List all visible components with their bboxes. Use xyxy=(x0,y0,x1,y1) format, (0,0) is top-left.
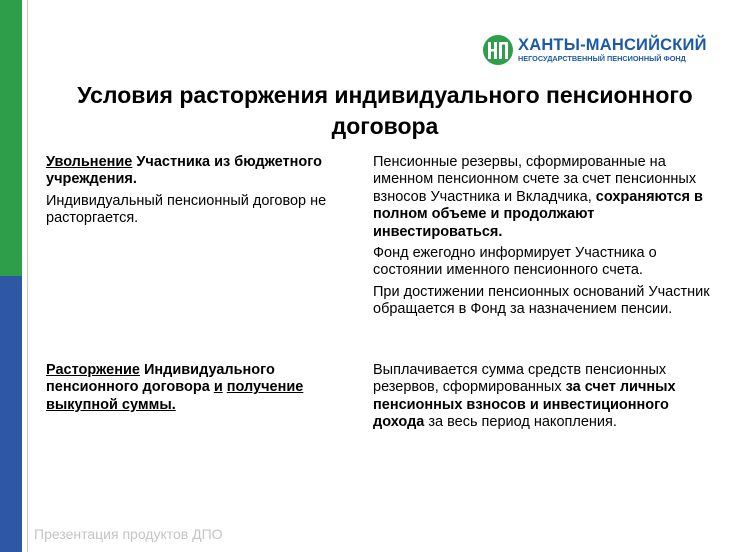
row2-result-p1-bold: за счет личных пенсионных взносов и инвестиционного дохода xyxy=(373,379,676,431)
row2-condition-and: и xyxy=(213,379,223,396)
row1-result-cell xyxy=(373,154,723,323)
row2-condition-cell xyxy=(46,362,364,418)
row1-condition-rest: Участника из бюджетного учреждения. xyxy=(46,154,322,188)
row2-result-p1-plain: Выплачивается сумма средств пенсионных резервов, сформированных xyxy=(373,362,667,396)
row1-result-p1-bold: сохраняются в полном объеме и продолжают инвестироваться. xyxy=(373,188,703,240)
brand-text xyxy=(518,36,707,64)
brand-name: ХАНТЫ-МАНСИЙСКИЙ xyxy=(518,36,707,54)
row2-condition-heading xyxy=(46,362,364,414)
vertical-rule xyxy=(27,0,28,552)
row1-result-p3: При достижении пенсионных оснований Участник обращается в Фонд за назначением пенсии. xyxy=(373,283,710,318)
row1-result-p2: Фонд ежегодно информирует Участника о состоянии именного пенсионного счета. xyxy=(373,245,657,279)
row1-condition-cell xyxy=(46,154,364,232)
row2-condition-mid: Индивидуального пенсионного договора xyxy=(46,362,275,396)
row1-condition-note: Индивидуальный пенсионный договор не расторгается. xyxy=(46,192,327,227)
blue-stripe xyxy=(0,276,22,552)
row2-result-p1 xyxy=(373,362,723,432)
row1-term: Увольнение xyxy=(46,154,133,170)
footer-text: Презентация продуктов ДПО xyxy=(34,526,223,542)
row1-result-p1-plain: Пенсионные резервы, сформированные на именном пенсионном счете за счет пенсионных взносов Участника и Вкладчика, xyxy=(373,154,697,205)
row2-result-p1-end: за весь период накопления. xyxy=(424,414,617,431)
row2-term: Расторжение xyxy=(46,362,140,378)
brand-logo xyxy=(482,34,707,66)
row1-condition-heading xyxy=(46,154,364,189)
row2-condition-tail: получение выкупной суммы. xyxy=(46,379,304,413)
fund-logo-icon xyxy=(482,34,514,66)
row2-result-cell xyxy=(373,362,723,436)
green-stripe xyxy=(0,0,22,276)
row1-result-p1 xyxy=(373,154,723,241)
slide-title: Условия расторжения индивидуального пенсионного договора xyxy=(77,82,693,139)
brand-subtitle: НЕГОСУДАРСТВЕННЫЙ ПЕНСИОННЫЙ ФОНД xyxy=(518,54,686,63)
